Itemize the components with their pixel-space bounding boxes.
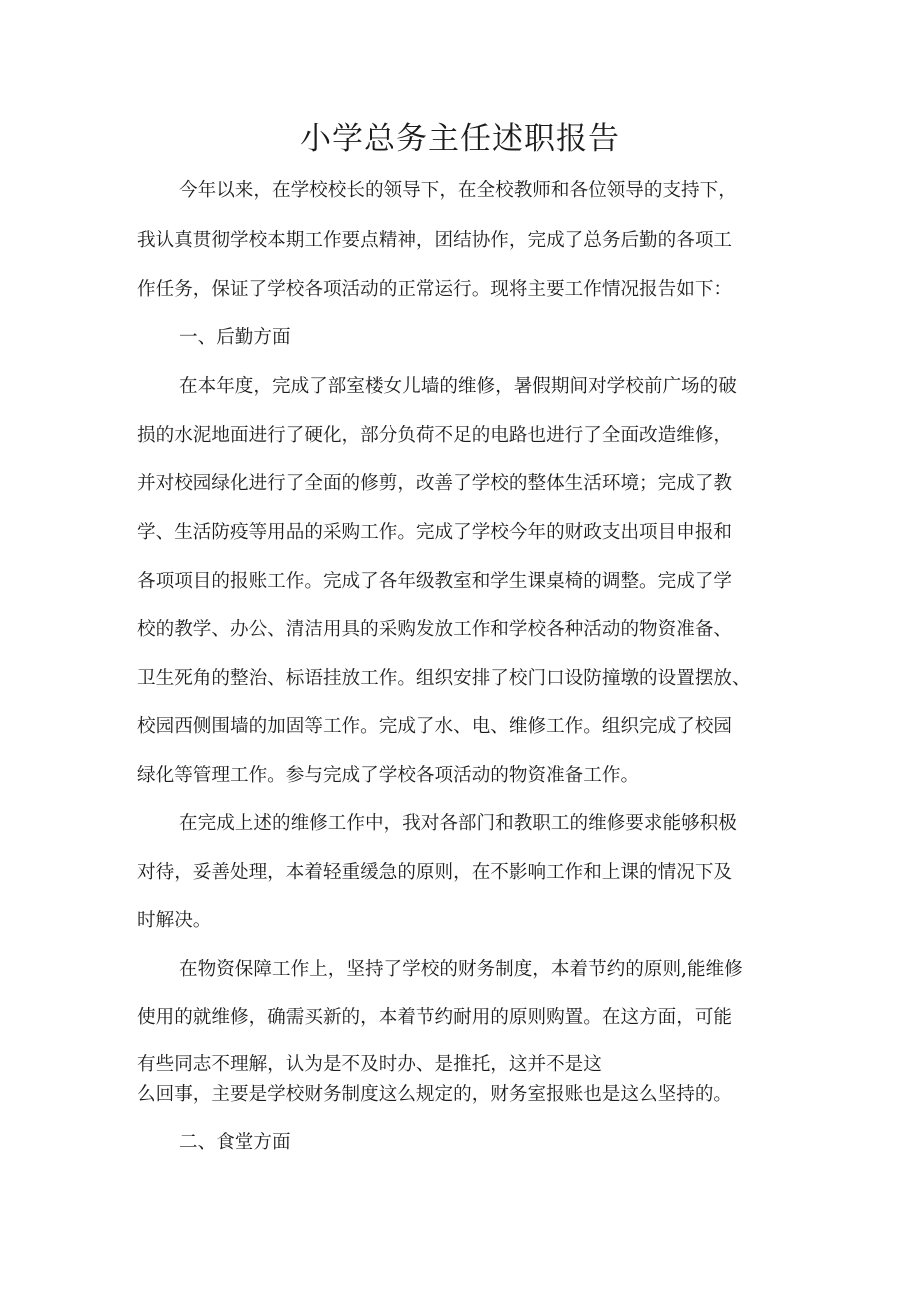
paragraph-line: 时解决。 xyxy=(137,910,212,931)
paragraph-line: 并对校园绿化进行了全面的修剪，改善了学校的整体生活环境；完成了教 xyxy=(137,473,733,494)
paragraph-line: 绿化等管理工作。参与完成了学校各项活动的物资准备工作。 xyxy=(137,765,640,786)
paragraph-line: 在物资保障工作上，坚持了学校的财务制度，本着节约的原则,能维修 xyxy=(179,959,743,980)
paragraph-line: 校的教学、办公、清洁用具的采购发放工作和学校各种活动的物资准备、 xyxy=(137,619,733,640)
paragraph-line: 卫生死角的整治、标语挂放工作。组织安排了校门口设防撞墩的设置摆放、 xyxy=(137,668,751,689)
paragraph-line: 么回事，主要是学校财务制度这么规定的，财务室报账也是这么坚持的。 xyxy=(137,1084,733,1105)
paragraph-line: 各项项目的报账工作。完成了各年级教室和学生课桌椅的调整。完成了学 xyxy=(137,571,733,592)
document-title: 小学总务主任述职报告 xyxy=(300,121,620,157)
paragraph-line: 使用的就维修，确需买新的，本着节约耐用的原则购置。在这方面，可能 xyxy=(137,1007,733,1028)
paragraph-line: 作任务，保证了学校各项活动的正常运行。现将主要工作情况报告如下： xyxy=(137,279,733,300)
paragraph-line: 损的水泥地面进行了硬化，部分负荷不足的电路也进行了全面改造维修， xyxy=(137,425,733,446)
paragraph-line: 在完成上述的维修工作中，我对各部门和教职工的维修要求能够积极 xyxy=(179,813,737,834)
section-heading: 二、食堂方面 xyxy=(179,1132,291,1153)
paragraph-line: 我认真贯彻学校本期工作要点精神，团结协作，完成了总务后勤的各项工 xyxy=(137,230,733,251)
paragraph-line: 对待，妥善处理，本着轻重缓急的原则，在不影响工作和上课的情况下及 xyxy=(137,862,733,883)
paragraph-line: 学、生活防疫等用品的采购工作。完成了学校今年的财政支出项目申报和 xyxy=(137,522,733,543)
paragraph-line: 在本年度，完成了部室楼女儿墙的维修，暑假期间对学校前广场的破 xyxy=(179,376,737,397)
paragraph-line: 今年以来，在学校校长的领导下，在全校教师和各位领导的支持下， xyxy=(179,180,737,201)
paragraph-line: 校园西侧围墙的加固等工作。完成了水、电、维修工作。组织完成了校园 xyxy=(137,716,733,737)
paragraph-line: 有些同志不理解，认为是不及时办、是推托，这并不是这 xyxy=(137,1054,602,1075)
section-heading: 一、后勤方面 xyxy=(179,327,291,348)
